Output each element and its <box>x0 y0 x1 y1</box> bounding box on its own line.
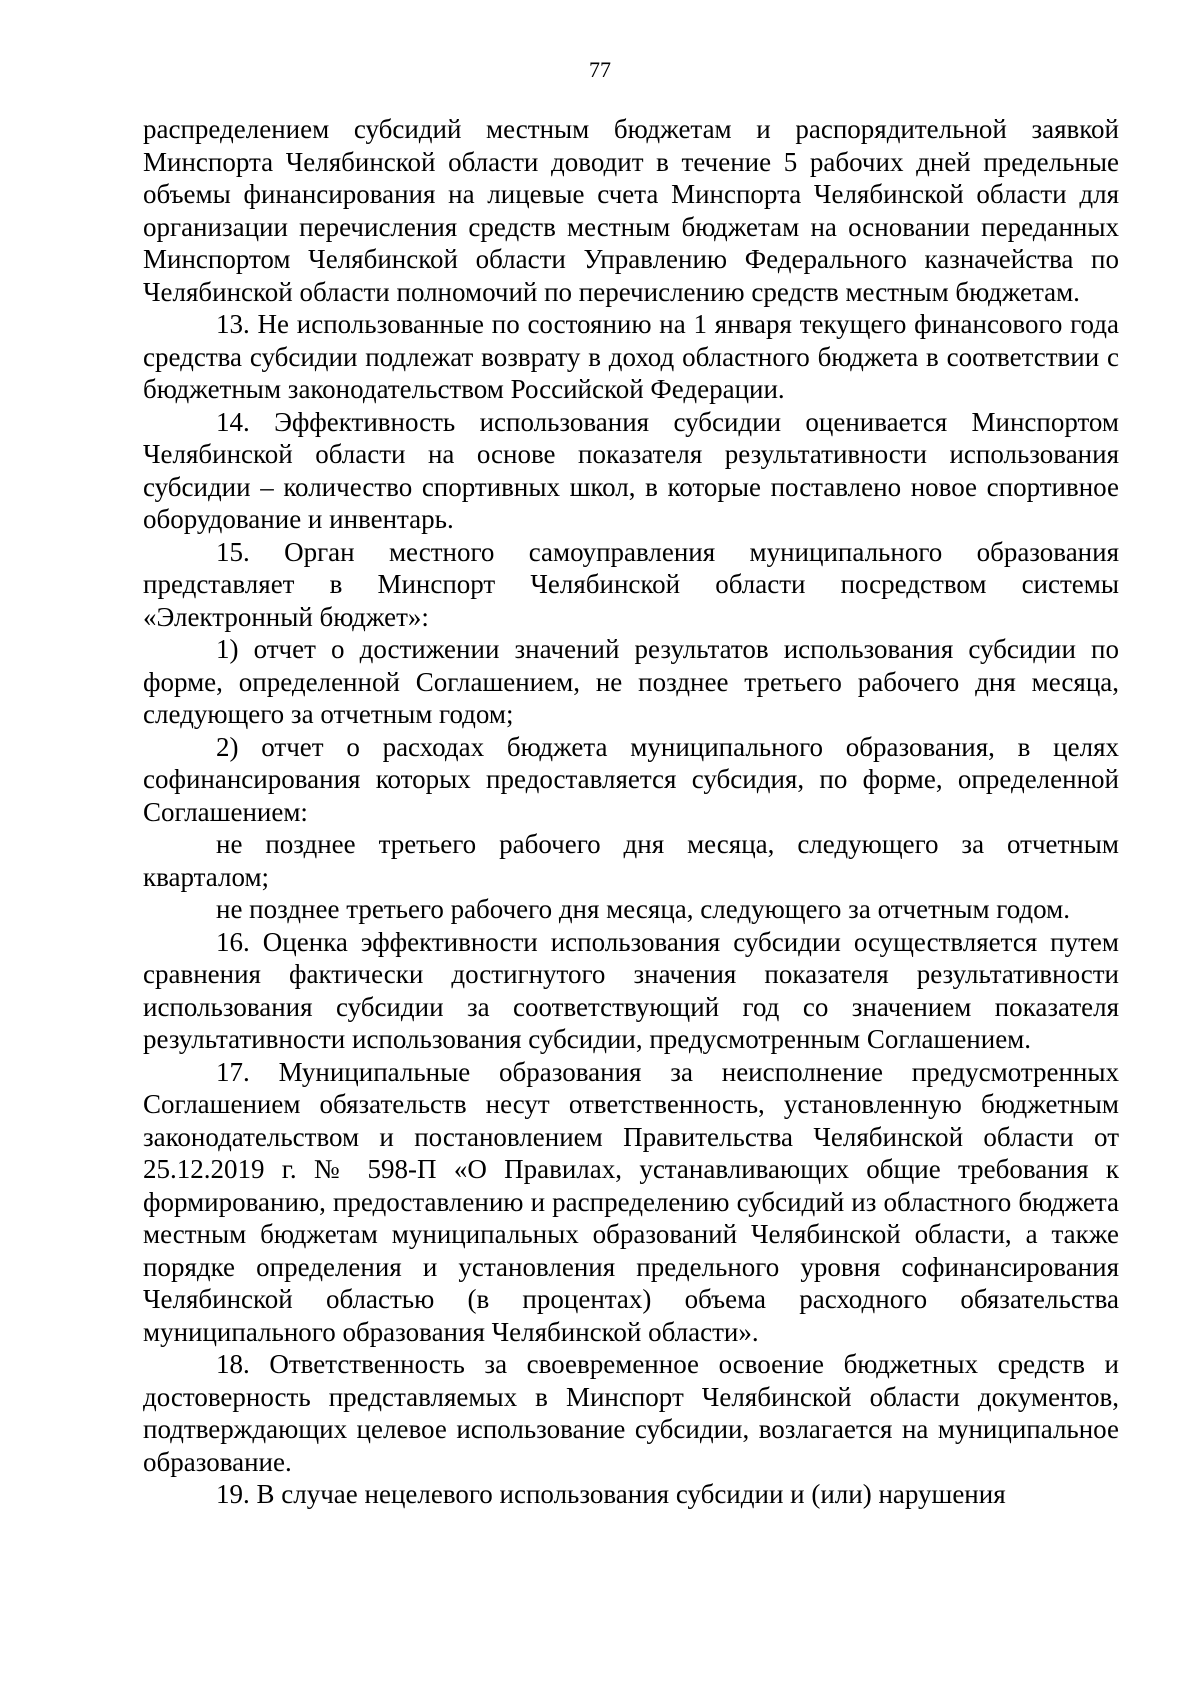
paragraph-item-16: 16. Оценка эффективности использования субсидии осуществляется путем сравнения фактически достигнутого значения показателя результативности использования субсидии за соответствующий год со значением показателя результативности использования субсидии, предусмотренным Соглашением. <box>143 926 1119 1054</box>
paragraph-item-14: 14. Эффективность использования субсидии оценивается Минспортом Челябинской области на основе показателя результативности использования субсидии – количество спортивных школ, в которые поставлено новое спортивное оборудование и инвентарь. <box>143 406 1119 534</box>
paragraph-item-19: 19. В случае нецелевого использования субсидии и (или) нарушения <box>216 1479 1006 1509</box>
paragraph-item-17: 17. Муниципальные образования за неисполнение предусмотренных Соглашением обязательств несут ответственность, установленную бюджетным законодательством и постановлением Правительства Челябинской области от 25.12.2019 г. № 598-П «О Правилах, устанавливающих общие требования к формированию, предоставлению и распределению субсидий из областного бюджета местным бюджетам муниципальных образований Челябинской области, а также порядке определения и установления предельного уровня софинансирования Челябинской областью (в процентах) объема расходного обязательства муниципального образования Челябинской области». <box>143 1056 1119 1347</box>
document-body <box>143 113 1119 1511</box>
paragraph-continuation: распределением субсидий местным бюджетам и распорядительной заявкой Минспорта Челябинской области доводит в течение 5 рабочих дней предельные объемы финансирования на лицевые счета Минспорта Челябинской области для организации перечисления средств местным бюджетам на основании переданных Минспортом Челябинской области Управлению Федерального казначейства по Челябинской области полномочий по перечислению средств местным бюджетам. <box>143 114 1119 307</box>
paragraph-subitem-1: 1) отчет о достижении значений результатов использования субсидии по форме, определенной Соглашением, не позднее третьего рабочего дня месяца, следующего за отчетным годом; <box>143 634 1119 729</box>
paragraph-item-15: 15. Орган местного самоуправления муниципального образования представляет в Минспорт Челябинской области посредством системы «Электронный бюджет»: <box>143 536 1119 632</box>
paragraph-deadline-year: не позднее третьего рабочего дня месяца, следующего за отчетным годом. <box>216 894 1070 924</box>
paragraph-subitem-2: 2) отчет о расходах бюджета муниципального образования, в целях софинансирования которых предоставляется субсидия, по форме, определенной Соглашением: <box>143 731 1119 827</box>
paragraph-item-13: 13. Не использованные по состоянию на 1 января текущего финансового года средства субсидии подлежат возврату в доход областного бюджета в соответствии с бюджетным законодательством Российской Федерации. <box>143 309 1119 404</box>
paragraph-item-18: 18. Ответственность за своевременное освоение бюджетных средств и достоверность представляемых в Минспорт Челябинской области документов, подтверждающих целевое использование субсидии, возлагается на муниципальное образование. <box>143 1349 1119 1477</box>
page-number: 77 <box>589 57 611 82</box>
paragraph-deadline-quarter: не позднее третьего рабочего дня месяца, следующего за отчетным кварталом; <box>143 829 1119 892</box>
